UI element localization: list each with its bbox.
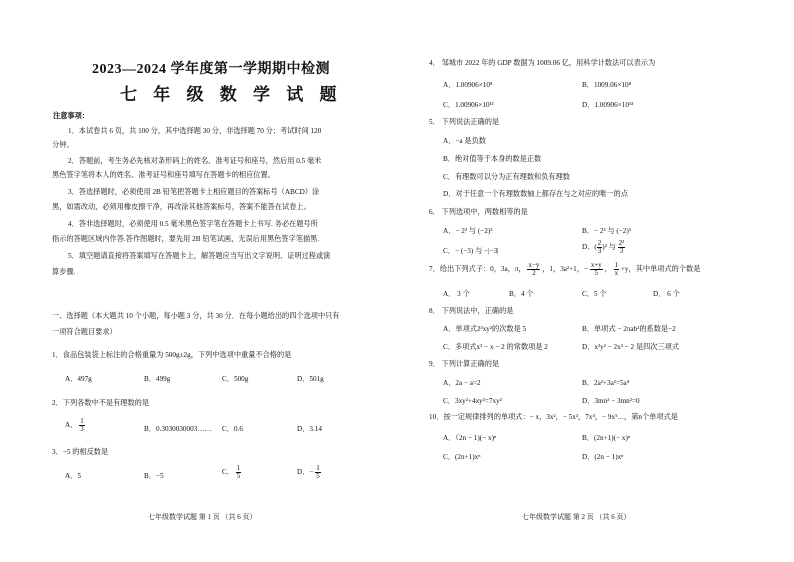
q5-option-b: B．绝对值等于本身的数是正数	[443, 155, 542, 163]
q6-option-a: A．− 2³ 与 (−2)²	[443, 227, 493, 235]
page-footer: 七年级数学试题 第 2 页 （共 6 页）	[522, 513, 631, 521]
notice-line: 5．填空题请直接将答案填写在答题卡上，解答题应当写出文字说明、证明过程或演	[68, 252, 331, 260]
q1-option-a: A．497g	[65, 375, 92, 383]
q7-option-a: A． 3 个	[443, 290, 470, 298]
q3-option-c: C． $\frac{1}{5}$	[222, 464, 241, 480]
question-8: 8． 下列说法中，正确的是	[429, 307, 514, 315]
notice-line: 黑，如需改动，必须用橡皮擦干净，再改涂其他答案标号，答案不能答在试卷上。	[52, 203, 311, 211]
fraction: $\frac{1}{5}$	[316, 464, 320, 480]
notice-heading: 注意事项：	[53, 112, 89, 120]
exam-title: 2023—2024 学年度第一学期期中检测	[92, 62, 330, 77]
q5-option-c: C．有理数可以分为正有理数和负有理数	[443, 173, 570, 181]
q6-option-c: C．− (−3) 与 −|−3|	[443, 247, 499, 255]
q8-option-d: D．x²y² − 2x³ − 2 是四次三项式	[582, 343, 680, 351]
question-6: 6． 下列选项中，两数相等的是	[429, 208, 528, 216]
notice-line: 黑色签字笔将本人的姓名、准考证号和座号填写在答题卡的相应位置。	[52, 171, 275, 179]
question-3: 3．−5 的相反数是	[52, 448, 109, 456]
section-heading-cont: 一项符合题目要求）	[52, 328, 117, 336]
notice-line: 3．答选择题时，必须使用 2B 铅笔把答题卡上相应题目的答案标号（ABCD）涂	[68, 188, 320, 196]
q6-option-b: B．− 2³ 与 (−2)³	[582, 227, 631, 235]
q2-option-d: D．3.14	[297, 425, 322, 433]
q1-option-c: C．500g	[222, 375, 249, 383]
q6-option-d: D．( $\frac{2}{3}$ )² 与 $\frac{\text{2²}}{3}$	[582, 239, 625, 255]
question-2: 2．下列各数中不是有理数的是	[52, 399, 150, 407]
fraction: $\frac{x-y}{2}$	[528, 261, 540, 277]
q9-option-c: C．3xy²+4xy²=7xy²	[443, 397, 502, 405]
question-7: 7．给出下列式子：0，3a，π， $\frac{x-y}{2}$ ，1，3a²+1，− $\frac{x+y}{5}$ ， $\frac{1}{x}$ +y，其中单项式的个数是	[429, 261, 701, 277]
fraction: $\frac{1}{3}$	[80, 417, 84, 433]
q10-option-d: D．(2n − 1)xⁿ	[582, 453, 624, 461]
q2-option-b: B．0.3030030003……	[144, 425, 212, 433]
notice-line: 1．本试卷共 6 页，共 100 分，其中选择题 30 分，非选择题 70 分；考试时间 120	[68, 127, 322, 135]
exam-page-2	[397, 0, 794, 562]
q10-option-c: C．(2n+1)xⁿ	[443, 453, 481, 461]
q3-option-d: D．− $\frac{1}{5}$	[297, 464, 320, 480]
q4-option-c: C．1.00906×10¹¹	[443, 101, 494, 109]
q4-option-d: D．1.00906×10¹³	[582, 101, 634, 109]
q2-option-c: C．0.6	[222, 425, 243, 433]
question-9: 9． 下列计算正确的是	[429, 360, 500, 368]
q4-option-a: A．1.00906×10⁸	[443, 81, 493, 89]
q10-option-b: B．(2n+1)(− x)ⁿ	[582, 434, 631, 442]
q4-option-b: B．1009.06×10⁸	[582, 81, 632, 89]
q9-option-a: A．2a − a=2	[443, 379, 481, 387]
fraction: $\frac{1}{x}$	[614, 261, 619, 277]
notice-line: 2．答题前，考生务必先核对条形码上的姓名、准考证号和座号，然后用 0.5 毫米	[68, 157, 322, 165]
notice-line: 指示的答题区域内作答.答作图题时，要先用 2B 铅笔试画，无误后用黑色签字笔描黑.	[52, 235, 320, 243]
fraction: $\frac{x+y}{5}$	[590, 261, 602, 277]
section-heading: 一、选择题（本大题共 10 个小题，每小题 3 分，共 30 分．在每小题给出的四个选项中只有	[52, 312, 340, 320]
q8-option-b: B．单项式 − 2πab²的系数是−2	[582, 325, 676, 333]
q10-option-a: A．（2n − 1)(− x)ⁿ	[443, 434, 497, 442]
page-footer: 七年级数学试题 第 1 页 （共 6 页）	[148, 513, 257, 521]
notice-line: 算步骤.	[52, 268, 76, 276]
fraction: $\frac{2}{3}$	[597, 239, 602, 255]
q7-option-c: C．5 个	[582, 290, 607, 298]
q8-option-c: C．多项式x² − x − 2 的常数项是 2	[443, 343, 548, 351]
fraction: $\frac{1}{5}$	[236, 464, 241, 480]
notice-line: 分钟。	[52, 141, 74, 149]
fraction: $\frac{\text{2²}}{3}$	[618, 239, 625, 255]
q2-option-a: A． $\frac{1}{3}$	[65, 417, 84, 433]
q5-option-a: A．−a 是负数	[443, 137, 486, 145]
exam-subtitle: 七 年 级 数 学 试 题	[120, 85, 343, 104]
q7-option-d: D． 6 个	[653, 290, 680, 298]
q3-option-a: A．5	[65, 472, 81, 480]
question-10: 10．按一定规律排列的单项式：− x，3x²，− 5x³，7x⁴，− 9x⁵⋯，第n个单项式是	[429, 413, 678, 421]
q9-option-d: D．3mn² − 3mn²=0	[582, 397, 640, 405]
q8-option-a: A．单项式2³xy²的次数是 5	[443, 325, 527, 333]
q7-option-b: B．4 个	[509, 290, 534, 298]
notice-line: 4．答非选择题时，必须使用 0.5 毫米黑色签字笔在答题卡上书写. 务必在题号所	[68, 220, 318, 228]
q5-option-d: D．对于任意一个有理数数轴上都存在与之对应的唯一的点	[443, 190, 628, 198]
q9-option-b: B．2a²+3a²=5a⁴	[582, 379, 630, 387]
question-4: 4． 邹城市 2022 年的 GDP 数据为 1009.06 亿，用科学计数法可以表示为	[429, 59, 656, 67]
q1-option-b: B．499g	[144, 375, 171, 383]
q1-option-d: D．501g	[297, 375, 324, 383]
q3-option-b: B．−5	[144, 472, 164, 480]
question-1: 1．食品包装袋上标注的合格重量为 500g±2g，下列中选项中重量不合格的是	[52, 351, 292, 359]
question-5: 5． 下列说法正确的是	[429, 118, 500, 126]
